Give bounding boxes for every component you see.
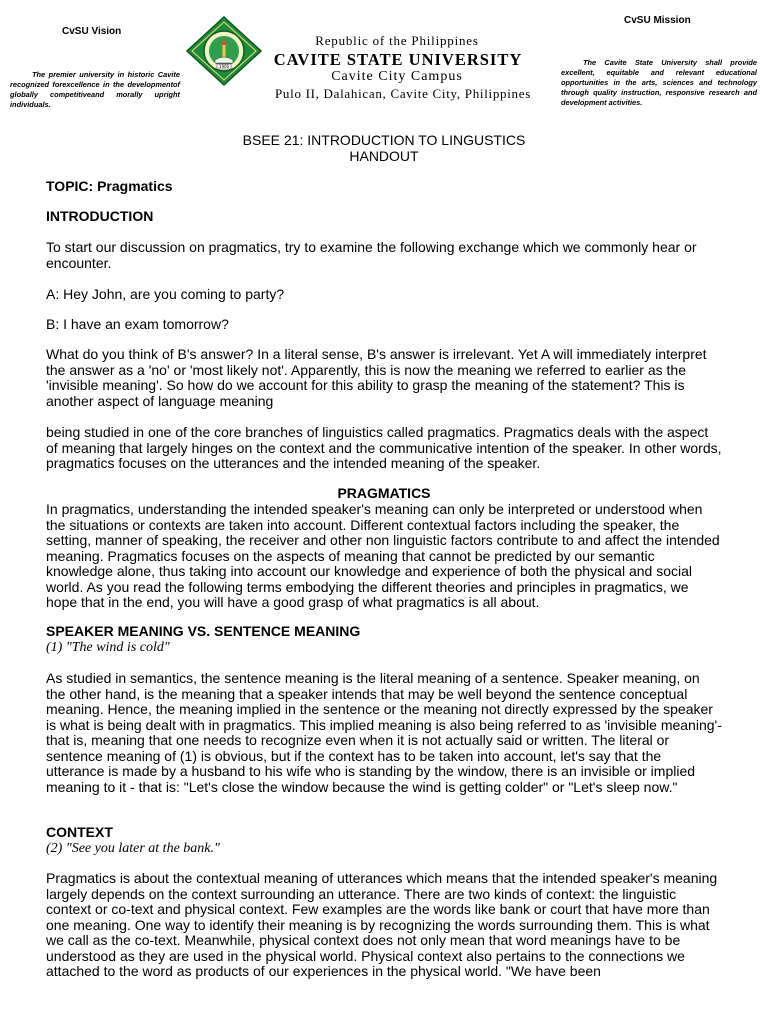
- university-name: CAVITE STATE UNIVERSITY: [273, 50, 523, 69]
- handout-title: HANDOUT: [349, 148, 419, 164]
- pragmatics-paragraph: In pragmatics, understanding the intended speaker's meaning can only be interpreted or understood when the situations or contexts are taken into account. Different contextual factors including the speaker, the setting, manner of speaking, the receiver and other non linguistic factors contribute to and affect the intended meaning. Pragmatics focuses on the aspects of meaning that cannot be predicted by our semantic knowledge alone, thus taking into account our knowledge and experience of both the physical and social world. As you read the following terms embodying the different theories and principles in pragmatics, we hope that in the end, you will have a good grasp of what pragmatics is all about.: [46, 501, 720, 610]
- example-1: (1) "The wind is cold": [46, 640, 170, 655]
- vision-text: The premier university in historic Cavite recognized forexcellence in the developmentof globally competitiveand morally upright individuals.: [10, 70, 180, 109]
- course-title: BSEE 21: INTRODUCTION TO LINGUSTICS: [242, 132, 526, 148]
- intro-paragraph-1: To start our discussion on pragmatics, try to examine the following exchange which we commonly hear or encounter.: [46, 239, 697, 271]
- campus-name: Cavite City Campus: [331, 69, 463, 84]
- speaker-meaning-paragraph: As studied in semantics, the sentence meaning is the literal meaning of a sentence. Speaker meaning, on the other hand, is the meaning that a speaker intends that may be well beyond the sentence conceptual meaning. Hence, the meaning implied in the sentence or the meaning not directly expressed by the speaker is what is being dealt with in pragmatics. This implied meaning is also being referred to as 'invisible meaning'- that is, meaning that one needs to recognize even when it is not actually said or written. The literal or sentence meaning of (1) is obvious, but if the context has to be taken into account, let's say that the utterance is made by a husband to his wife who is standing by the window, there is an invisible or implied meaning to it - that is: "Let's close the window because the wind is getting colder" or "Let's sleep now.": [46, 670, 722, 795]
- pragmatics-heading: PRAGMATICS: [337, 485, 431, 501]
- introduction-heading: INTRODUCTION: [46, 208, 154, 224]
- intro-paragraph-2: What do you think of B's answer? In a literal sense, B's answer is irrelevant. Yet A will immediately interpret the answer as a 'no' or 'most likely not'. Apparently, this is now the meaning we referred to earlier as the 'invisible meaning'. So how do we account for this ability to grasp the meaning of the statement? This is another aspect of language meaning: [46, 346, 707, 409]
- seal-year-text: 1906: [218, 64, 230, 69]
- context-heading: CONTEXT: [46, 824, 113, 840]
- context-paragraph: Pragmatics is about the contextual meaning of utterances which means that the intended speaker's meaning largely depends on the context surrounding an utterance. There are two kinds of context: the linguistic context or co-text and physical context. Few examples are the words like bank or court that have more than one meaning. One way to identify their meaning is by recognizing the words surrounding them. This is what we call as the co-text. Meanwhile, physical context does not only mean that word meanings have to be understood as they are used in the physical world. Physical context also pertains to the connections we attached to the word as products of our experiences in the physical world. "We have been: [46, 870, 718, 979]
- vision-title: CvSU Vision: [62, 26, 122, 37]
- university-seal-logo: [186, 16, 262, 86]
- speaker-meaning-heading: SPEAKER MEANING VS. SENTENCE MEANING: [46, 623, 361, 639]
- mission-text: The Cavite State University shall provide excellent, equitable and relevant educational opportunities in the arts, sciences and technology through quality instruction, responsive research and development activities.: [561, 58, 757, 107]
- dialogue-line-a: A: Hey John, are you coming to party?: [46, 286, 285, 302]
- mission-title: CvSU Mission: [624, 15, 691, 26]
- dialogue-line-b: B: I have an exam tomorrow?: [46, 316, 229, 332]
- topic-heading: TOPIC: Pragmatics: [46, 178, 173, 194]
- example-2: (2) "See you later at the bank.": [46, 841, 220, 856]
- intro-paragraph-3: being studied in one of the core branches of linguistics called pragmatics. Pragmatics deals with the aspect of meaning that largely hinges on the context and the communicative intention of the speaker. In other words, pragmatics focuses on the utterances and the intended meaning of the speaker.: [46, 424, 722, 471]
- campus-address: Pulo II, Dalahican, Cavite City, Philippines: [275, 86, 531, 101]
- republic-line: Republic of the Philippines: [315, 33, 479, 48]
